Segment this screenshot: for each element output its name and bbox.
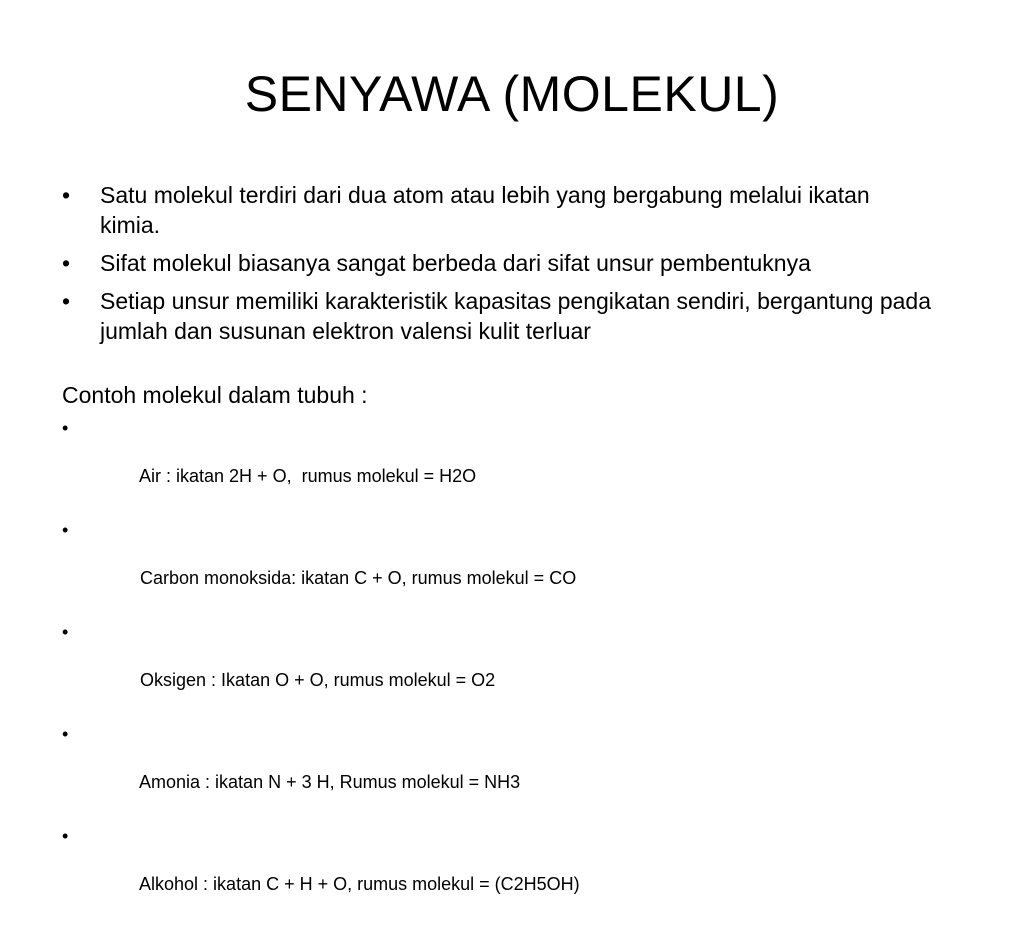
examples-heading: Contoh molekul dalam tubuh : [62, 382, 368, 408]
list-item-text: Setiap unsur memiliki karakteristik kapasitas pengikatan sendiri, bergantung pada jumlah dan susunan elektron valensi kulit terluar [100, 288, 932, 344]
list-item-text: Amonia : ikatan N + 3 H, Rumus molekul = NH3 [139, 772, 521, 792]
list-item-text: Carbon monoksida: ikatan C + O, rumus molekul = CO [140, 568, 577, 588]
bullet-icon: • [62, 724, 69, 744]
bullet-icon: • [62, 520, 69, 540]
slide-content [62, 180, 962, 926]
list-item [62, 286, 1000, 346]
list-item [62, 416, 962, 512]
list-item [62, 248, 860, 278]
bullet-icon: • [62, 250, 71, 276]
bullet-icon: • [62, 182, 71, 208]
list-item [62, 722, 962, 818]
bullet-icon: • [62, 288, 71, 314]
bullet-icon: • [62, 418, 69, 438]
list-item [62, 180, 920, 240]
list-item-text: Sifat molekul biasanya sangat berbeda dari sifat unsur pembentuknya [100, 250, 811, 276]
list-item [62, 620, 962, 716]
list-item [62, 824, 962, 920]
list-item-text: Oksigen : Ikatan O + O, rumus molekul = O2 [140, 670, 496, 690]
examples-list [62, 416, 962, 920]
slide-title: SENYAWA (MOLEKUL) [244, 66, 780, 122]
main-bullet-list [62, 180, 962, 346]
list-item-text: Satu molekul terdiri dari dua atom atau lebih yang bergabung melalui ikatan kimia. [100, 182, 870, 238]
list-item [62, 518, 962, 614]
bullet-icon: • [62, 622, 69, 642]
bullet-icon: • [62, 826, 69, 846]
list-item-text: Air : ikatan 2H + O, rumus molekul = H2O [139, 466, 477, 486]
list-item-text: Alkohol : ikatan C + H + O, rumus molekul = (C2H5OH) [139, 874, 580, 894]
